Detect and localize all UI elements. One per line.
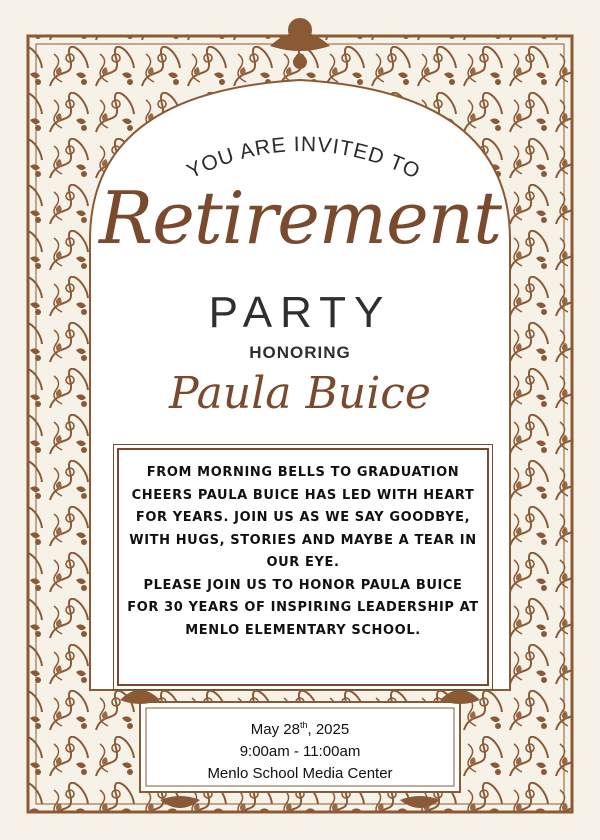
message-paragraph-2: PLEASE JOIN US TO HONOR PAULA BUICE FOR 30 YEARS OF INSPIRING LEADERSHIP AT MENLO ELEMENTARY SCHOOL. [127,577,479,638]
event-date: May 28th, 2025 [250,720,350,738]
event-time: 9:00am - 11:00am [239,743,361,760]
event-location: Menlo School Media Center [207,765,393,782]
honoring-label: HONORING [249,343,351,362]
event-details [150,714,450,785]
message-paragraph-1: FROM MORNING BELLS TO GRADUATION CHEERS PAULA BUICE HAS LED WITH HEART FOR YEARS. JOIN US AS WE SAY GOODBYE, WITH HUGS, STORIES AND MAYBE A TEAR IN OUR EYE. [129,465,477,570]
honoree-name: Paula Buice [169,368,431,419]
invited-line [0,0,600,200]
svg-text:YOU ARE INVITED TO: YOU ARE INVITED TO [183,132,425,184]
message-text [127,462,479,642]
event-subtitle: PARTY [208,288,392,337]
message-panel [117,448,489,686]
event-title: Retirement [99,176,501,260]
